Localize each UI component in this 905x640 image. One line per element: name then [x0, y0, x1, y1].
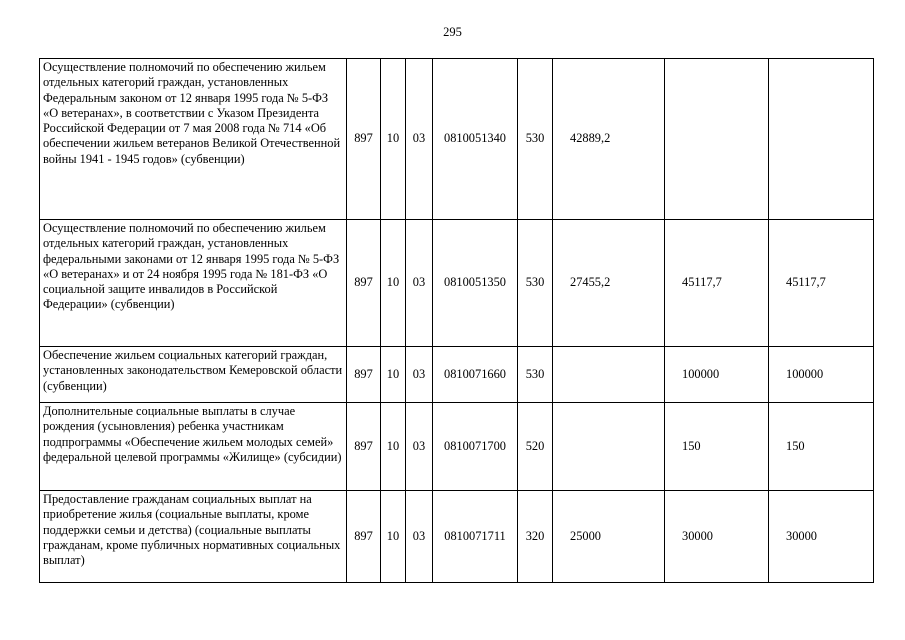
row-name-cell: Осуществление полномочий по обеспечению жильем отдельных категорий граждан, установленных федеральными законами от 12 января 1995 года № 5-ФЗ «О ветеранах» и от 24 ноября 1995 года № 181-ФЗ «О социальной защите инвалидов в Российской Федерации» (субвенции) — [40, 220, 347, 347]
amount-2-cell: 30000 — [665, 491, 769, 583]
amount-1-cell: 27455,2 — [553, 220, 665, 347]
subsection-code-cell: 03 — [406, 59, 433, 220]
section-code-cell: 10 — [381, 220, 406, 347]
amount-3-cell: 150 — [769, 403, 874, 491]
table-row — [40, 403, 874, 491]
target-article-cell: 0810051340 — [433, 59, 518, 220]
target-article-cell: 0810071711 — [433, 491, 518, 583]
amount-2-cell: 150 — [665, 403, 769, 491]
expense-type-cell: 530 — [518, 59, 553, 220]
amount-1-cell — [553, 347, 665, 403]
row-name-cell: Предоставление гражданам социальных выплат на приобретение жилья (социальные выплаты, кроме поддержки семьи и детства) (социальные выплаты гражданам, кроме публичных нормативных социальных выплат) — [40, 491, 347, 583]
ministry-code-cell: 897 — [347, 347, 381, 403]
target-article-cell: 0810071700 — [433, 403, 518, 491]
expense-type-cell: 320 — [518, 491, 553, 583]
section-code-cell: 10 — [381, 491, 406, 583]
ministry-code-cell: 897 — [347, 59, 381, 220]
amount-1-cell: 25000 — [553, 491, 665, 583]
amount-3-cell: 100000 — [769, 347, 874, 403]
ministry-code-cell: 897 — [347, 403, 381, 491]
section-code-cell: 10 — [381, 403, 406, 491]
amount-1-cell: 42889,2 — [553, 59, 665, 220]
amount-3-cell: 30000 — [769, 491, 874, 583]
table-row — [40, 220, 874, 347]
amount-2-cell — [665, 59, 769, 220]
page-number: 295 — [443, 25, 462, 39]
target-article-cell: 0810071660 — [433, 347, 518, 403]
subsection-code-cell: 03 — [406, 347, 433, 403]
amount-2-cell: 45117,7 — [665, 220, 769, 347]
amount-1-cell — [553, 403, 665, 491]
expense-type-cell: 520 — [518, 403, 553, 491]
ministry-code-cell: 897 — [347, 220, 381, 347]
row-name-cell: Обеспечение жильем социальных категорий граждан, установленных законодательством Кемеровской области (субвенции) — [40, 347, 347, 403]
amount-3-cell — [769, 59, 874, 220]
subsection-code-cell: 03 — [406, 403, 433, 491]
target-article-cell: 0810051350 — [433, 220, 518, 347]
budget-table — [39, 58, 874, 583]
row-name-cell: Осуществление полномочий по обеспечению жильем отдельных категорий граждан, установленных Федеральным законом от 12 января 1995 года № 5-ФЗ «О ветеранах», в соответствии с Указом Президента Российской Федерации от 7 мая 2008 года № 714 «Об обеспечении жильем ветеранов Великой Отечественной войны 1941 - 1945 годов» (субвенции) — [40, 59, 347, 220]
row-name-cell: Дополнительные социальные выплаты в случае рождения (усыновления) ребенка участникам подпрограммы «Обеспечение жильем молодых семей» федеральной целевой программы «Жилище» (субсидии) — [40, 403, 347, 491]
amount-3-cell: 45117,7 — [769, 220, 874, 347]
table-row — [40, 59, 874, 220]
amount-2-cell: 100000 — [665, 347, 769, 403]
table-row — [40, 491, 874, 583]
subsection-code-cell: 03 — [406, 491, 433, 583]
section-code-cell: 10 — [381, 59, 406, 220]
expense-type-cell: 530 — [518, 347, 553, 403]
table-row — [40, 347, 874, 403]
ministry-code-cell: 897 — [347, 491, 381, 583]
section-code-cell: 10 — [381, 347, 406, 403]
subsection-code-cell: 03 — [406, 220, 433, 347]
expense-type-cell: 530 — [518, 220, 553, 347]
